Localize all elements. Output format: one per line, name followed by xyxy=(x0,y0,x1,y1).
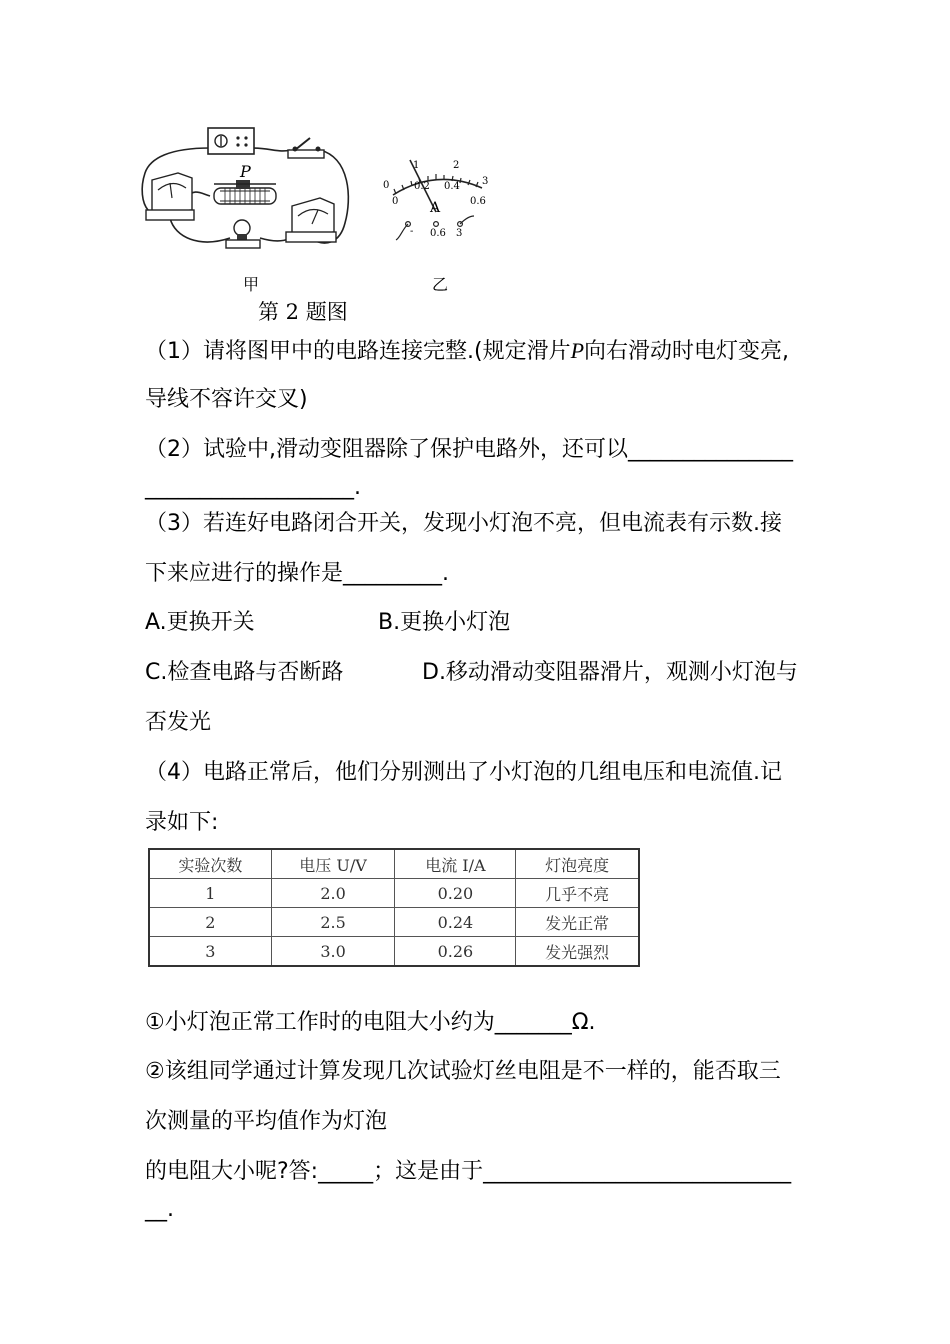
table-cell: 0.20 xyxy=(395,879,516,908)
table-row xyxy=(149,908,639,937)
table-cell: 0.24 xyxy=(395,908,516,937)
dial-top-label-2: 2 xyxy=(453,160,460,171)
option-d: D.移动滑动变阻器滑片，观测小灯泡与 xyxy=(422,660,798,685)
question-3-line-2: 下来应进行的操作是_________. xyxy=(145,561,449,586)
table-cell: 2 xyxy=(149,908,271,937)
terminal-negative-label: - xyxy=(410,226,414,237)
dial-bottom-label-0: 0 xyxy=(392,196,399,207)
dial-bottom-label-06: 0.6 xyxy=(470,196,486,207)
table-header-cell: 实验次数 xyxy=(149,849,271,879)
subquestion-2-line-2: 次测量的平均值作为灯泡 xyxy=(145,1109,388,1134)
table-cell: 几乎不亮 xyxy=(516,879,639,908)
table-cell: 3.0 xyxy=(271,937,395,967)
rheostat-slider-label: P xyxy=(240,162,251,181)
table-row xyxy=(149,879,639,908)
table-cell: 3 xyxy=(149,937,271,967)
table-header-row xyxy=(149,849,639,879)
dial-top-label-3: 3 xyxy=(482,176,489,187)
subquestion-2-line-1: ②该组同学通过计算发现几次试验灯丝电阻是不一样的，能否取三 xyxy=(145,1059,781,1084)
question-4-line-1: （4）电路正常后，他们分别测出了小灯泡的几组电压和电流值.记 xyxy=(145,760,782,785)
dial-bottom-label-04: 0.4 xyxy=(444,181,460,192)
question-2-line-1: （2）试验中,滑动变阻器除了保护电路外，还可以_______________ xyxy=(145,437,793,462)
figure-label-yi: 乙 xyxy=(432,275,449,294)
table-row xyxy=(149,937,639,967)
terminal-3-label: 3 xyxy=(456,228,463,239)
option-d-continued: 否发光 xyxy=(145,710,212,735)
terminal-06-label: 0.6 xyxy=(430,228,446,239)
subquestion-1: ①小灯泡正常工作时的电阻大小约为_______Ω. xyxy=(145,1010,596,1035)
table-cell: 2.0 xyxy=(271,879,395,908)
table-header-cell: 电压 U/V xyxy=(271,849,395,879)
table-header-cell: 灯泡亮度 xyxy=(516,849,639,879)
question-1-text-a: （1）请将图甲中的电路连接完整.(规定滑片 xyxy=(145,339,571,364)
table-cell: 发光正常 xyxy=(516,908,639,937)
question-2-line-2: ___________________. xyxy=(145,475,361,500)
dial-zero-label: 0 xyxy=(383,180,390,191)
dial-unit-label: A xyxy=(430,200,441,216)
figure-caption: 第 2 题图 xyxy=(258,300,348,324)
circuit-diagram-jia xyxy=(130,118,360,268)
table-cell: 发光强烈 xyxy=(516,937,639,967)
question-3-line-1: （3）若连好电路闭合开关，发现小灯泡不亮，但电流表有示数.接 xyxy=(145,511,782,536)
question-1-text-b: 向右滑动时电灯变亮, xyxy=(584,339,790,364)
option-c: C.检查电路与否断路 xyxy=(145,660,344,685)
dial-top-label-1: 1 xyxy=(413,160,420,171)
table-header-cell: 电流 I/A xyxy=(395,849,516,879)
dial-bottom-label-02: 0.2 xyxy=(414,181,430,192)
table-cell: 2.5 xyxy=(271,908,395,937)
subquestion-2-line-3: 的电阻大小呢?答:_____；这是由于____________________________ xyxy=(145,1159,792,1184)
table-cell: 1 xyxy=(149,879,271,908)
question-1-line-2: 导线不容许交叉) xyxy=(145,387,308,412)
option-a: A.更换开关 xyxy=(145,610,255,635)
table-cell: 0.26 xyxy=(395,937,516,967)
measurement-table xyxy=(148,848,640,967)
subquestion-2-line-4: __. xyxy=(145,1197,174,1222)
question-1-line-1 xyxy=(145,336,789,367)
question-4-line-2: 录如下: xyxy=(145,810,219,835)
slider-p-symbol: P xyxy=(570,338,585,363)
figure-label-jia: 甲 xyxy=(243,275,260,294)
option-b: B.更换小灯泡 xyxy=(378,610,511,635)
